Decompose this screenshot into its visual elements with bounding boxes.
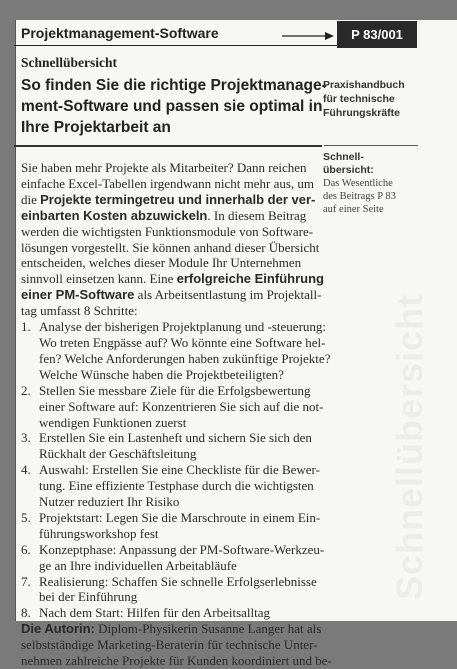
- intro-line: tag umfasst 8 Schritte:: [21, 303, 138, 319]
- page-edge: [15, 20, 16, 621]
- article-body: [21, 160, 332, 669]
- intro-line: sinnvoll einsetzen kann. Eine erfolgreiche Einführung: [21, 271, 324, 287]
- list-item: 4. Auswahl: Erstellen Sie eine Checkliste für die Bewer- tung. Eine effiziente Testphase durch die wichtigsten Nutzer reduziert Ihr Risiko: [21, 462, 320, 510]
- publication-name: Praxishandbuch für technische Führungskräfte: [323, 79, 405, 119]
- list-item: 8. Nach dem Start: Hilfen für den Arbeitsalltag: [21, 605, 271, 621]
- intro-line: werden die wichtigsten Funktionsmodule von Software-: [21, 223, 314, 239]
- headline-rule: [14, 145, 322, 147]
- list-item: 1. Analyse der bisherigen Projektplanung und -steuerung: Wo treten Engpässe auf? Wo könnte eine Software hel- fen? Welche Anforderungen haben zukünftige Projekte? Welche Wünsche haben die Projektbeteiligten?: [21, 319, 331, 382]
- intro-line: einer PM-Software als Arbeitsentlastung im Projektall-: [21, 287, 322, 303]
- headline-line: So finden Sie die richtige Projektmanage-: [21, 77, 327, 94]
- section-title: Projektmanagement-Software: [21, 25, 219, 41]
- intro-line: Sie haben mehr Projekte als Mitarbeiter? Dann reichen: [21, 160, 307, 175]
- sidebar-rule: [324, 145, 418, 146]
- intro-line: entscheiden, welches dieser Module Ihr Unternehmen: [21, 255, 302, 271]
- author-label: Die Autorin:: [21, 621, 95, 637]
- step-list: [21, 319, 332, 621]
- list-item: 3. Erstellen Sie ein Lastenheft und sichern Sie sich den Rückhalt der Geschäftsleitung: [21, 430, 312, 462]
- sidebar-subheading: Schnell- übersicht:: [323, 151, 374, 176]
- document-code-badge: P 83/001: [337, 21, 417, 48]
- list-item: 7. Realisierung: Schaffen Sie schnelle Erfolgserlebnisse bei der Einführung: [21, 573, 317, 605]
- headline-line: ment-Software und passen sie optimal in: [21, 98, 323, 115]
- sidebar-description: Das Wesentliche des Beitrags P 83 auf einer Seite: [323, 178, 396, 215]
- intro-line: einfache Excel-Tabellen irgendwann nicht mehr aus, um: [21, 175, 315, 191]
- headline-line: Ihre Projektarbeit an: [21, 119, 171, 136]
- intro-line: die Projekte termingetreu und innerhalb der ver-: [21, 191, 316, 207]
- intro-line: lösungen vorgestellt. Sie können anhand dieser Übersicht: [21, 239, 320, 255]
- headline: [21, 75, 327, 138]
- list-item: 6. Konzeptphase: Anpassung der PM-Software-Werkzeu- ge an Ihre individuellen Arbeitabläufe: [21, 541, 325, 573]
- kicker: Schnellübersicht: [21, 55, 118, 70]
- intro-line: einbarten Kosten abzuwickeln. In diesem Beitrag: [21, 207, 307, 223]
- author-note: Die Autorin: Diplom-Physikerin Susanne Langer hat als selbstständige Marketing-Beraterin für technische Unter- nehmen zahlreiche Projekte für Kunden koordiniert und be-: [21, 621, 332, 669]
- list-item: 5. Projektstart: Legen Sie die Marschroute in einem Ein- führungsworkshop fest: [21, 509, 321, 541]
- vertical-section-label: Schnellübersicht: [389, 293, 430, 600]
- list-item: 2. Stellen Sie messbare Ziele für die Erfolgsbewertung einer Software auf: Konzentrieren Sie sich auf die not- wendigen Funktionen zuerst: [21, 382, 324, 430]
- arrow-right-icon: [282, 31, 334, 41]
